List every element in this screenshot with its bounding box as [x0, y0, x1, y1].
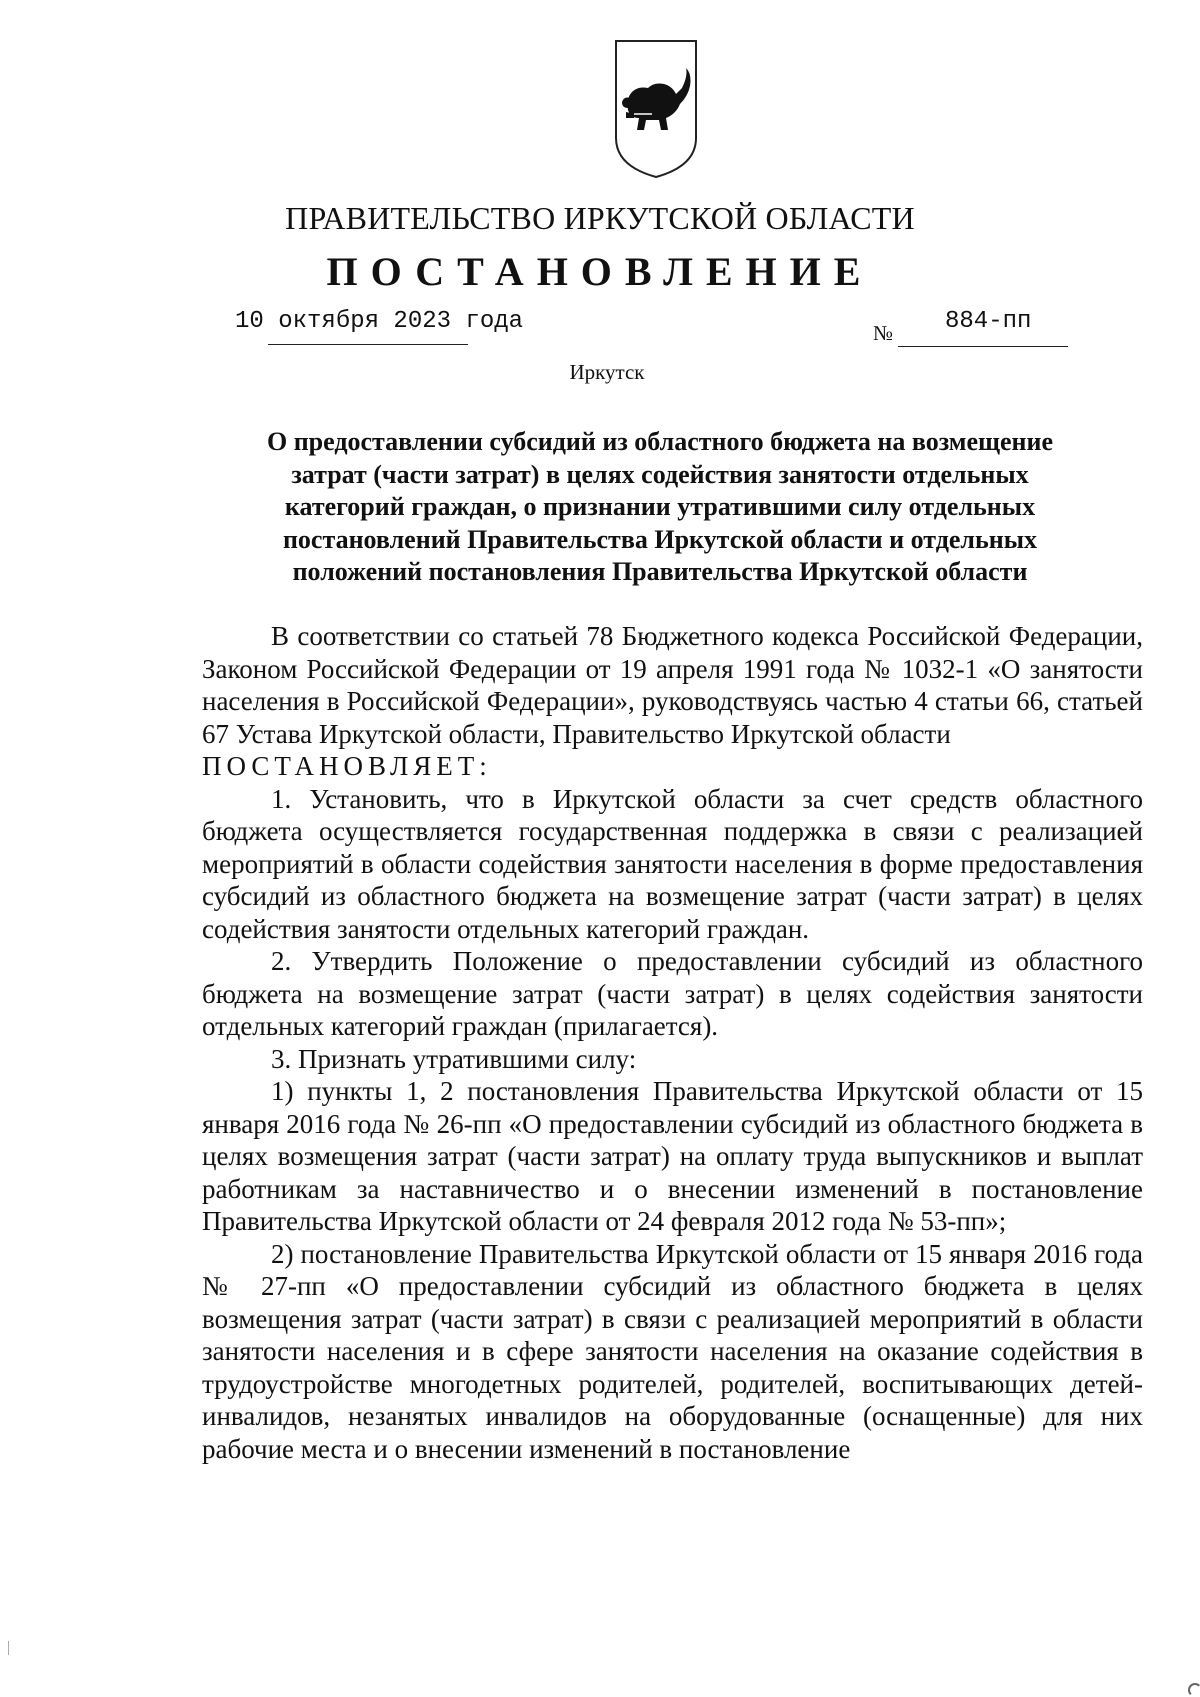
irkutsk-coat-of-arms-icon: [612, 38, 700, 180]
item-3-paragraph: 3. Признать утратившими силу:: [271, 1043, 637, 1074]
preamble-paragraph: В соответствии со статьей 78 Бюджетного кодекса Российской Федерации, Законом Российской Федерации от 19 апреля 1991 года № 1032-1 «О занятости населения в Российской Федерации», руководствуясь частью 4 статьи 66, статьей 67 Устава Иркутской области, Правительство Иркутской области: [202, 621, 1143, 749]
subject-line: категорий граждан, о признании утратившими силу отдельных: [284, 492, 1036, 521]
subject-line: затрат (части затрат) в целях содействия занятости отдельных: [291, 459, 1029, 489]
number-underline: [898, 346, 1068, 347]
item-3-2-paragraph: 2) постановление Правительства Иркутской области от 15 января 2016 года № 27-пп «О предоставлении субсидий из областного бюджета в целях возмещения затрат (части затрат) в связи с реализацией мероприятий в области занятости населения и в сфере занятости населения на оказание содействия в трудоустройстве многодетных родителей, родителей, воспитывающих детей-инвалидов, незанятых инвалидов на оборудованные (оснащенные) для них рабочие места и о внесении изменений в постановление: [202, 1238, 1143, 1464]
date-underline: [268, 344, 468, 345]
scan-margin-mark: [8, 1641, 9, 1655]
scan-corner-mark: [1188, 1683, 1200, 1697]
item-3-1-paragraph: 1) пункты 1, 2 постановления Правительства Иркутской области от 15 января 2016 года № 26-пп «О предоставлении субсидий из областного бюджета в целях возмещения затрат (части затрат) на оплату труда выпускников и выплат работникам за наставничество и о внесении изменений в постановление Правительства Иркутской области от 24 февраля 2012 года № 53-пп»;: [202, 1076, 1143, 1236]
number-sign: №: [873, 321, 894, 345]
subject-line: О предоставлении субсидий из областного бюджета на возмещение: [266, 427, 1054, 456]
document-subject: [210, 426, 1110, 589]
document-number: 884-пп: [945, 308, 1032, 335]
subject-line: постановлений Правительства Иркутской области и отдельных: [282, 524, 1038, 554]
document-date: 10 октября 2023 года: [235, 308, 524, 335]
government-name: ПРАВИТЕЛЬСТВО ИРКУТСКОЙ ОБЛАСТИ: [285, 200, 915, 236]
document-type-title: ПОСТАНОВЛЕНИЕ: [326, 249, 874, 294]
decrees-heading: ПОСТАНОВЛЯЕТ:: [202, 751, 492, 781]
document-body: [202, 620, 1143, 1465]
document-city: Иркутск: [569, 360, 645, 384]
item-2-paragraph: 2. Утвердить Положение о предоставлении субсидий из областного бюджета на возмещение затрат (части затрат) в целях содействия занятости отдельных категорий граждан (прилагается).: [202, 946, 1143, 1041]
item-1-paragraph: 1. Установить, что в Иркутской области за счет средств областного бюджета осуществляется государственная поддержка в связи с реализацией мероприятий в области содействия занятости населения в форме предоставления субсидий из областного бюджета на возмещение затрат (части затрат) в целях содействия занятости отдельных категорий граждан.: [202, 783, 1143, 944]
subject-line: положений постановления Правительства Иркутской области: [292, 557, 1028, 586]
